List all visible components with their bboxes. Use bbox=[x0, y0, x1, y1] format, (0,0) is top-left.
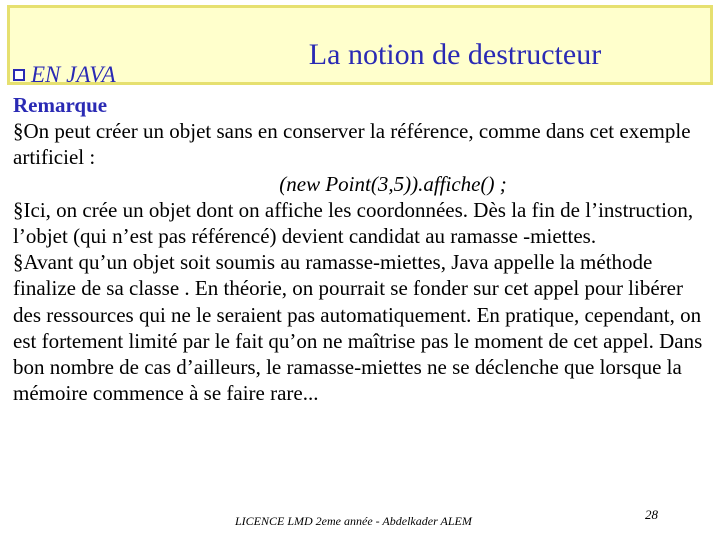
section-heading bbox=[13, 62, 116, 88]
code-example: (new Point(3,5)).affiche() ; bbox=[279, 171, 507, 196]
paragraph-1: §On peut créer un objet sans en conserver la référence, comme dans cet exemple artificiel : bbox=[13, 119, 691, 170]
slide-body bbox=[13, 92, 713, 406]
square-bullet-icon bbox=[13, 69, 25, 81]
page-title: La notion de destructeur bbox=[308, 38, 602, 71]
remark-label: Remarque bbox=[13, 93, 108, 117]
section-label: EN JAVA bbox=[31, 62, 116, 87]
paragraph-3: §Avant qu’un objet soit soumis au ramasse-miettes, Java appelle la méthode finalize de sa classe . En théorie, on pourrait se fonder sur cet appel pour libérer des ressources qui ne le seraient pas automatiquement. En pratique, cependant, on est fortement limité par le fait qu’on ne maîtrise pas le moment de cet appel. Dans bon nombre de cas d’ailleurs, le ramasse-miettes ne se déclenche que lorsque la mémoire commence à se faire rare... bbox=[13, 250, 703, 406]
page-number: 28 bbox=[645, 507, 658, 522]
footer-text: LICENCE LMD 2eme année - Abdelkader ALEM bbox=[235, 514, 472, 528]
paragraph-2: §Ici, on crée un objet dont on affiche les coordonnées. Dès la fin de l’instruction, l’objet (qui n’est pas référencé) devient candidat au ramasse -miettes. bbox=[13, 197, 694, 249]
